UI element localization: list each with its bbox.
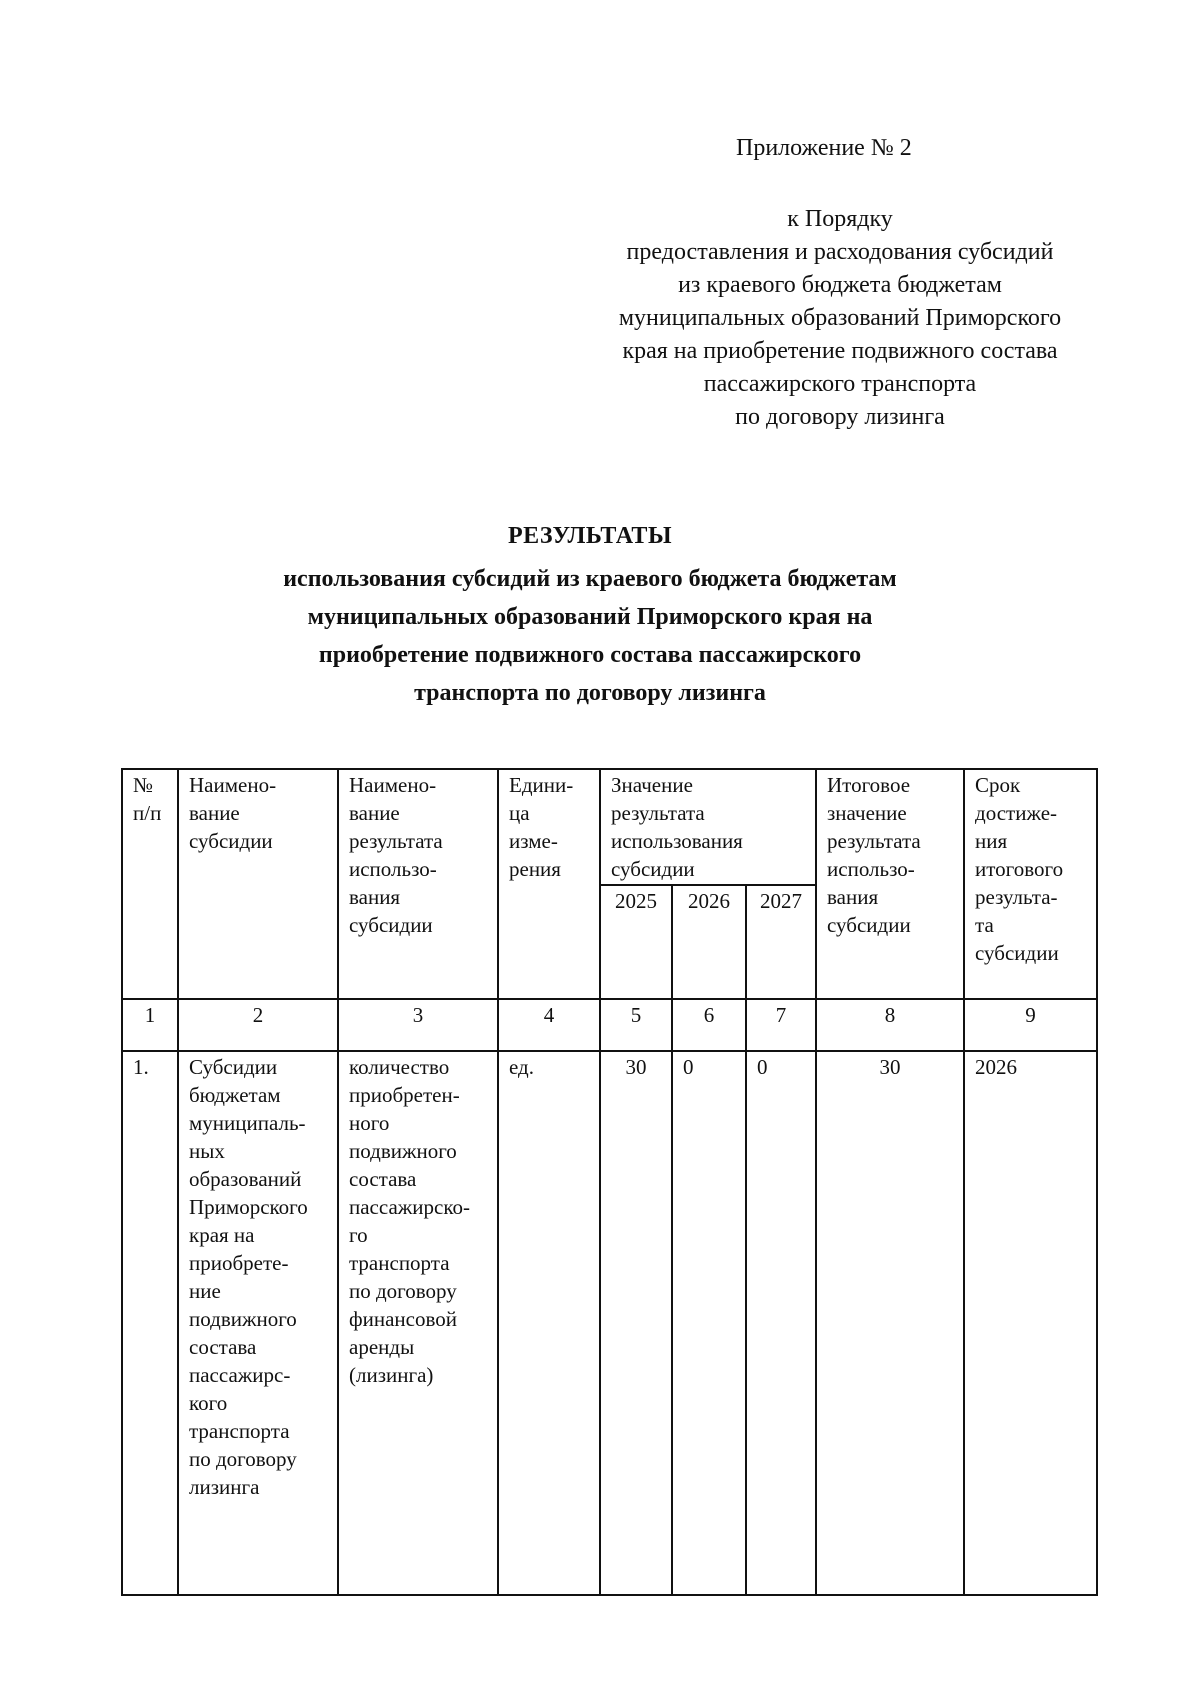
column-number: 4 [498,999,600,1051]
row-value-2027: 0 [746,1051,816,1595]
header-number: № п/п [122,769,178,999]
header-result-name: Наимено- вание результата использо- вания субсидии [338,769,498,999]
column-number: 9 [964,999,1097,1051]
header-unit: Едини- ца изме- рения [498,769,600,999]
appendix-title: Приложение № 2 [736,135,912,161]
results-table [121,768,1098,1596]
column-number: 5 [600,999,672,1051]
row-total: 30 [816,1051,964,1595]
column-number: 7 [746,999,816,1051]
row-number: 1. [122,1051,178,1595]
table-row [122,1051,1097,1595]
column-number-row [122,999,1097,1051]
row-value-2026: 0 [672,1051,746,1595]
header-total: Итоговое значение результата использо- вания субсидии [816,769,964,999]
row-unit: ед. [498,1051,600,1595]
row-subsidy-name: Субсидии бюджетам муниципаль- ных образований Приморского края на приобрете- ние подвижного состава пассажирс- кого транспорта по договору лизинга [178,1051,338,1595]
column-number: 6 [672,999,746,1051]
column-number: 8 [816,999,964,1051]
column-number: 3 [338,999,498,1051]
appendix-reference: к Порядку предоставления и расходования субсидий из краевого бюджета бюджетам муниципальных образований Приморского края на приобретение подвижного состава пассажирского транспорта по договору лизинга [618,206,1062,430]
document-title: РЕЗУЛЬТАТЫ [507,523,673,549]
header-deadline: Срок достиже- ния итогового результа- та субсидии [964,769,1097,999]
row-value-2025: 30 [600,1051,672,1595]
header-value-group: Значение результата использования субсидии [600,769,816,885]
row-result-name: количество приобретен- ного подвижного состава пассажирско- го транспорта по договору финансовой аренды (лизинга) [338,1051,498,1595]
column-number: 1 [122,999,178,1051]
table-header-row [122,769,1097,885]
header-subsidy-name: Наимено- вание субсидии [178,769,338,999]
row-deadline: 2026 [964,1051,1097,1595]
column-number: 2 [178,999,338,1051]
document-subtitle: использования субсидий из краевого бюджета бюджетам муниципальных образований Приморского края на приобретение подвижного состава пассажирского транспорта по договору лизинга [283,566,897,706]
header-year-2025: 2025 [600,885,672,999]
header-year-2027: 2027 [746,885,816,999]
header-year-2026: 2026 [672,885,746,999]
